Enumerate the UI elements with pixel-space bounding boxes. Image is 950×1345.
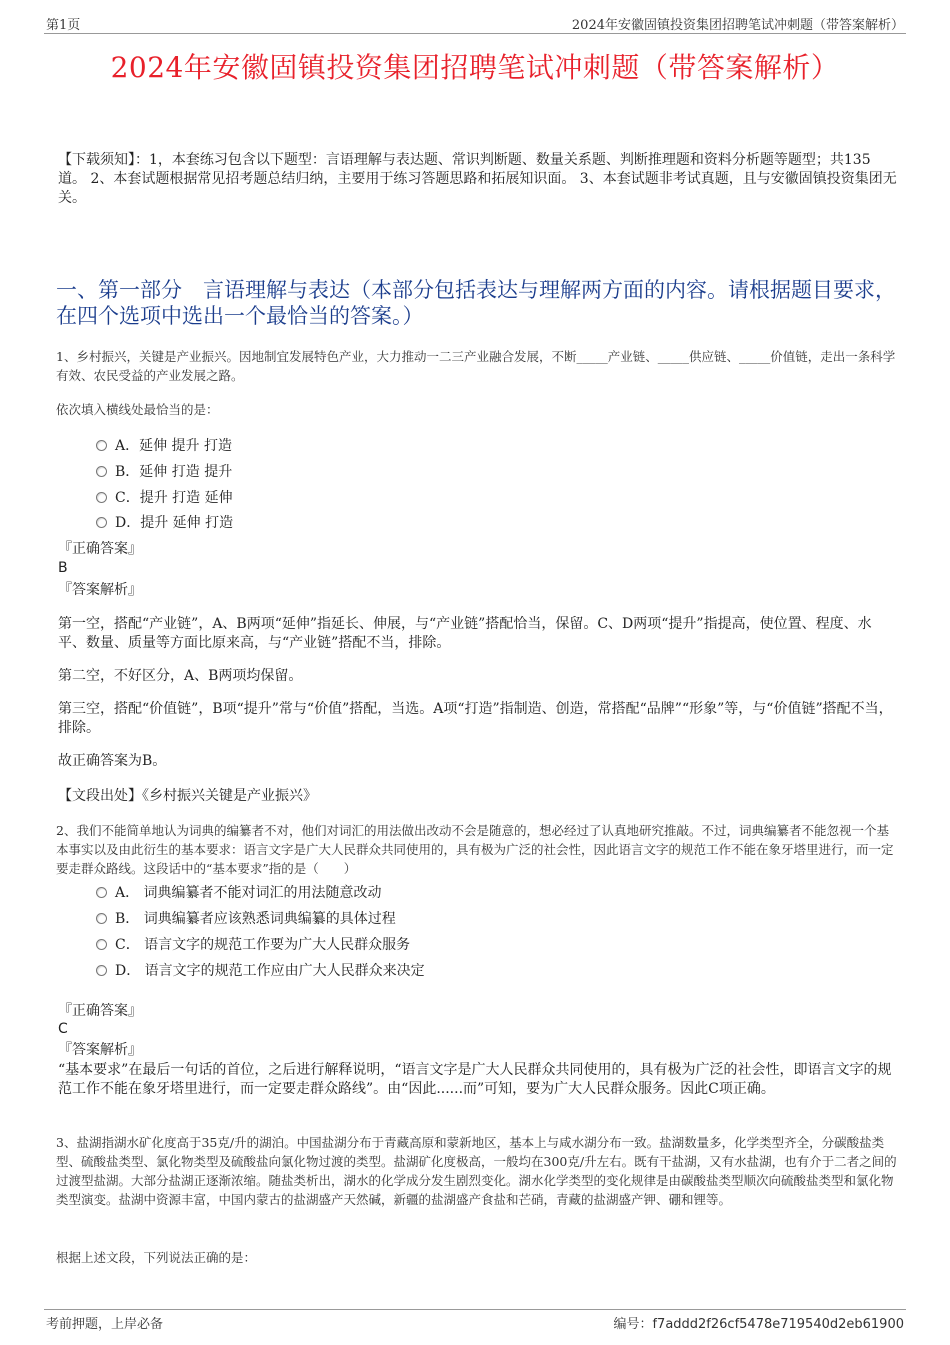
radio-icon[interactable] [96,466,107,477]
q1-option-c[interactable]: C．提升 打造 延伸 [96,488,233,508]
radio-icon[interactable] [96,517,107,528]
radio-icon[interactable] [96,965,107,976]
section-heading: 一、第一部分 言语理解与表达（本部分包括表达与理解两方面的内容。请根据题目要求，在四个选项中选出一个最恰当的答案。） [56,278,896,328]
q1-option-b[interactable]: B．延伸 打造 提升 [96,462,232,482]
footer-code: 编号：f7addd2f26cf5478e719540d2eb61900 [613,1317,904,1332]
q1-analysis-para-4: 故正确答案为B。 [58,753,167,769]
q2-option-b[interactable]: B． 词典编纂者应该熟悉词典编纂的具体过程 [96,909,396,929]
q2-analysis-label: 『答案解析』 [58,1042,142,1058]
q1-answer-label: 『正确答案』 [58,541,142,557]
footer-slogan: 考前押题，上岸必备 [46,1317,164,1332]
radio-icon[interactable] [96,492,107,503]
q1-option-d[interactable]: D．提升 延伸 打造 [96,513,233,533]
q2-answer: C [58,1021,68,1037]
q2-option-a[interactable]: A． 词典编纂者不能对词汇的用法随意改动 [96,883,382,903]
radio-icon[interactable] [96,440,107,451]
footer-divider [44,1309,906,1310]
q2-option-c[interactable]: C． 语言文字的规范工作要为广大人民群众服务 [96,935,410,955]
radio-icon[interactable] [96,887,107,898]
running-title: 2024年安徽固镇投资集团招聘笔试冲刺题（带答案解析） [571,18,904,33]
question-3-prompt: 根据上述文段，下列说法正确的是： [56,1250,257,1265]
header-divider [44,33,906,34]
question-2-stem: 2、我们不能简单地认为词典的编纂者不对，他们对词汇的用法做出改动不会是随意的，想必经过了认真地研究推敲。不过，词典编纂者不能忽视一个基本事实以及由此衍生的基本要求：语言文字是广大人民群众共同使用的，具有极为广泛的社会性，因此语言文字的规范工作不能在象牙塔里进行，而一定要走群众路线。这段话中的“基本要求”指的是（ ） [56,823,894,876]
q1-option-a[interactable]: A．延伸 提升 打造 [96,436,232,456]
q2-answer-label: 『正确答案』 [58,1003,142,1019]
q2-analysis: “基本要求”在最后一句话的首位，之后进行解释说明，“语言文字是广大人民群众共同使用的，具有极为广泛的社会性，即语言文字的规范工作不能在象牙塔里进行，而一定要走群众路线”。由“因此......而”可知，要为广大人民群众服务。因此C项正确。 [58,1062,892,1097]
download-notice: 【下载须知】：1，本套练习包含以下题型：言语理解与表达题、常识判断题、数量关系题、判断推理题和资料分析题等题型；共135道。 2、本套试题根据常见招考题总结归纳，主要用于练习答题思路和拓展知识面。 3、本套试题非考试真题，且与安徽固镇投资集团无关。 [58,152,897,206]
q2-option-d[interactable]: D． 语言文字的规范工作应由广大人民群众来决定 [96,961,425,981]
question-1-stem: 1、乡村振兴，关键是产业振兴。因地制宜发展特色产业，大力推动一二三产业融合发展，不断_____产业链、_____供应链、_____价值链，走出一条科学有效、农民受益的产业发展之路。 [56,349,896,383]
q1-analysis-label: 『答案解析』 [58,582,142,598]
q1-analysis-para-1: 第一空，搭配“产业链”，A、B两项“延伸”指延长、伸展，与“产业链”搭配恰当，保留。C、D两项“提升”指提高，使位置、程度、水平、数量、质量等方面比原来高，与“产业链”搭配不当，排除。 [58,616,872,651]
q1-answer: B [58,560,68,576]
q1-source: 【文段出处】《乡村振兴关键是产业振兴》 [58,788,317,804]
q1-analysis-para-2: 第二空，不好区分，A、B两项均保留。 [58,668,303,684]
radio-icon[interactable] [96,913,107,924]
question-1-prompt: 依次填入横线处最恰当的是： [56,402,219,417]
document-title: 2024年安徽固镇投资集团招聘笔试冲刺题（带答案解析） [110,51,840,84]
page-number: 第1页 [46,18,81,33]
question-3-stem: 3、盐湖指湖水矿化度高于35克/升的湖泊。中国盐湖分布于青藏高原和蒙新地区，基本上与咸水湖分布一致。盐湖数量多，化学类型齐全，分碳酸盐类型、硫酸盐类型、氯化物类型及硫酸盐向氯化物过渡的类型。盐湖矿化度极高，一般均在300克/升左右。既有干盐湖，又有水盐湖，也有介于二者之间的过渡型盐湖。大部分盐湖正逐渐浓缩。随盐类析出，湖水的化学成分发生剧烈变化。湖水化学类型的变化规律是由碳酸盐类型顺次向硫酸盐类型和氯化物类型演变。盐湖中资源丰富，中国内蒙古的盐湖盛产天然碱，新疆的盐湖盛产食盐和芒硝，青藏的盐湖盛产钾、硼和锂等。 [56,1135,897,1207]
radio-icon[interactable] [96,939,107,950]
q1-analysis-para-3: 第三空，搭配“价值链”，B项“提升”常与“价值”搭配，当选。A项“打造”指制造、创造，常搭配“品牌”“形象”等，与“价值链”搭配不当，排除。 [58,701,893,736]
